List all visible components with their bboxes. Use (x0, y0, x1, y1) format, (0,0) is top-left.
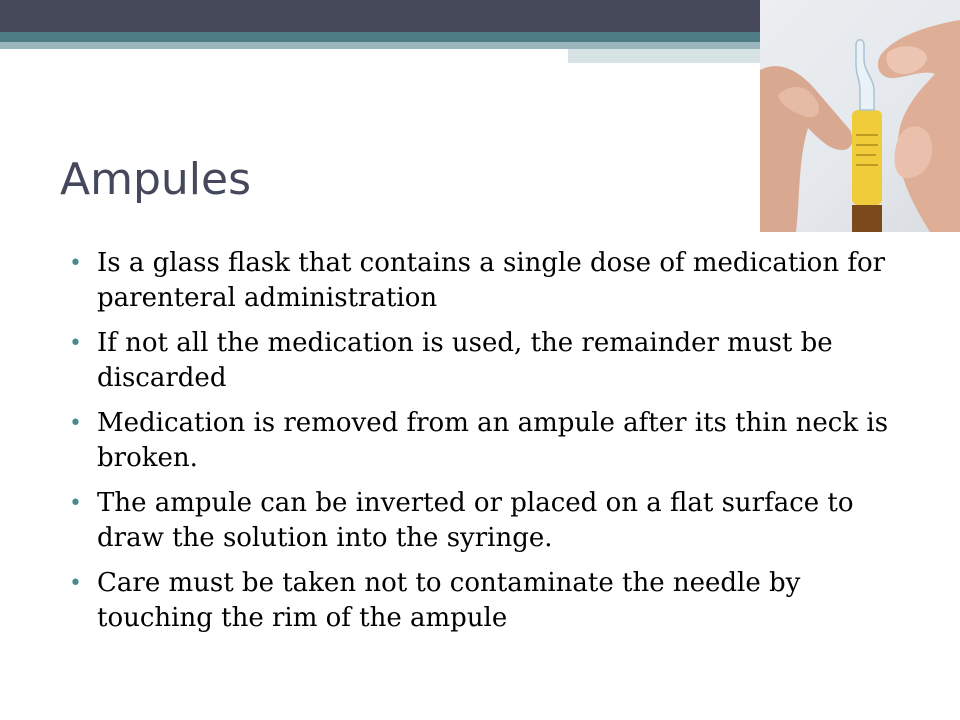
slide-title: Ampules (60, 154, 251, 205)
bullet-text: Medication is removed from an ampule after its thin neck is broken. (97, 408, 889, 473)
bullet-item (60, 406, 900, 476)
bullet-text: The ampule can be inverted or placed on a flat surface to draw the solution into the syringe. (97, 488, 854, 553)
ampule-liquid (852, 205, 882, 232)
bullet-text: Is a glass flask that contains a single dose of medication for parenteral administration (97, 248, 886, 313)
bullet-item (60, 486, 900, 556)
bullet-list (60, 246, 900, 646)
bullet-item (60, 246, 900, 316)
ampule-photo (760, 0, 960, 232)
bullet-text: Care must be taken not to contaminate the needle by touching the rim of the ampule (97, 568, 801, 633)
bullet-dot-icon: • (69, 331, 82, 356)
bullet-dot-icon: • (69, 491, 82, 516)
bullet-dot-icon: • (69, 571, 82, 596)
bullet-item (60, 566, 900, 636)
ampule-illustration (760, 0, 960, 232)
bullet-dot-icon: • (69, 411, 82, 436)
bullet-item (60, 326, 900, 396)
ampule-label (852, 110, 882, 205)
ampule-neck (856, 40, 874, 110)
bullet-dot-icon: • (69, 251, 82, 276)
bullet-text: If not all the medication is used, the remainder must be discarded (97, 328, 833, 393)
